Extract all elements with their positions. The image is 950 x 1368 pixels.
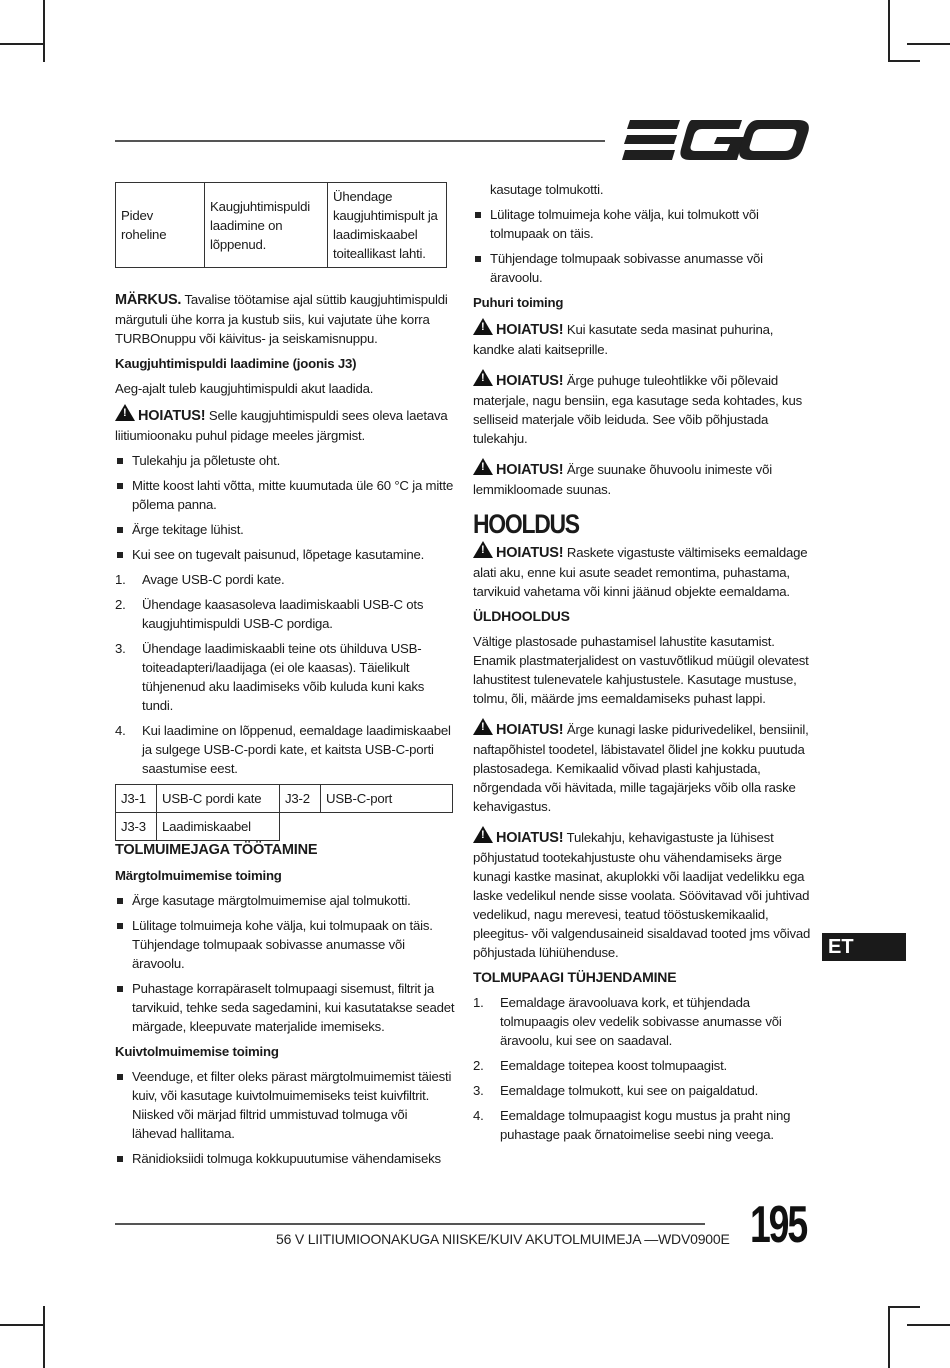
general-maintenance-text: Vältige plastosade puhastamisel lahustite kasutamist. Enamik plastmaterjalidest on vastuvõtlikud müügil olevatest lahustitest tulenevatele kahjustustele. Kasutage mustuse, tolmu, õli, määrde jms eemaldamiseks puhast lappi. bbox=[473, 634, 809, 706]
list-item: 3. Eemaldage tolmukott, kui see on paigaldatud. bbox=[473, 1083, 759, 1098]
list-item: Tulekahju ja põletuste oht. bbox=[115, 451, 455, 470]
warning-icon: ! bbox=[473, 541, 493, 558]
list-item: Mitte koost lahti võtta, mitte kuumutada üle 60 °C ja mitte põlema panna. bbox=[115, 476, 455, 514]
table-row bbox=[116, 183, 447, 268]
crop-mark bbox=[43, 0, 45, 62]
list-item: 4. Eemaldage tolmupaagist kogu mustus ja praht ning puhastage paak õrnatoimelise seebi ning veega. bbox=[473, 1108, 791, 1142]
language-tab: ET bbox=[822, 933, 906, 961]
list-item: 3. Ühendage laadimiskaabli teine ots ühilduva USB-toiteadapteri/laadijaga (ei ole kaasas). Täielikult tühjenenud aku laadimiseks võib kuluda kuni kaks tundi. bbox=[115, 641, 425, 713]
table-cell-empty bbox=[280, 813, 453, 841]
crop-mark bbox=[0, 1324, 43, 1326]
footer-text: 56 V LIITIUMIOONAKUGA NIISKE/KUIV AKUTOLMUIMEJA —WDV0900E bbox=[276, 1231, 730, 1247]
table-cell: USB-C pordi kate bbox=[157, 785, 280, 813]
charge-steps bbox=[115, 570, 455, 778]
maintenance-heading: HOOLDUS bbox=[473, 509, 579, 539]
table-cell: Kaugjuhtimispuldi laadimine on lõppenud. bbox=[205, 183, 328, 268]
list-item: 2. Ühendage kaasasoleva laadimiskaabli USB-C ots kaugjuhtimispuldi USB-C pordiga. bbox=[115, 597, 424, 631]
table-cell: J3-3 bbox=[116, 813, 157, 841]
crop-mark bbox=[907, 1324, 950, 1326]
charge-heading: Kaugjuhtimispuldi laadimine (joonis J3) bbox=[115, 356, 357, 371]
dry-bullets bbox=[115, 1067, 455, 1168]
list-item: 4. Kui laadimine on lõppenud, eemaldage laadimiskaabel ja sulgege USB-C-pordi kate, et kaitsta USB-C-porti saastumise eest. bbox=[115, 723, 451, 776]
crop-mark bbox=[888, 1306, 890, 1368]
status-table bbox=[115, 182, 447, 268]
list-item: Ränidioksiidi tolmuga kokkupuutumise vähendamiseks bbox=[115, 1149, 455, 1168]
warning-icon: ! bbox=[473, 458, 493, 475]
note-label: MÄRKUS. bbox=[115, 292, 182, 308]
warning-paragraph: ! HOIATUS! Raskete vigastuste vältimiseks eemaldage alati aku, enne kui asute seadet remontima, puhastama, tarvikuid vahetama või kinni jäänud objekte eemaldama. bbox=[473, 541, 815, 601]
list-item: Tühjendage tolmupaak sobivasse anumasse või äravoolu. bbox=[473, 249, 815, 287]
list-item: 1. Avage USB-C pordi kate. bbox=[115, 572, 285, 587]
warning-paragraph: ! HOIATUS! Ärge puhuge tuleohtlikke või põlevaid materjale, nagu bensiin, ega kasutage seda kohtades, kus selliseid materjale võib leiduda. See võib põhjustada tulekahju. bbox=[473, 369, 815, 448]
empty-tank-steps bbox=[473, 993, 815, 1144]
warning-icon: ! bbox=[473, 826, 493, 843]
table-cell: J3-2 bbox=[280, 785, 321, 813]
ego-logo bbox=[622, 120, 810, 162]
crop-mark bbox=[907, 43, 950, 45]
footer-rule bbox=[115, 1223, 705, 1225]
warning-icon: ! bbox=[473, 318, 493, 335]
vacuum-heading: TOLMUIMEJAGA TÖÖTAMINE bbox=[115, 842, 318, 858]
header-rule bbox=[115, 140, 605, 142]
wet-heading: Märgtolmuimemise toiming bbox=[115, 868, 282, 883]
list-item: Veenduge, et filter oleks pärast märgtolmuimemist täiesti kuiv, või kasutage kuivtolmuimemiseks teist kuivfiltrit. Niisked või märjad filtrid ummistuvad tolmuga või lähevad hallitama. bbox=[115, 1067, 455, 1143]
charge-intro: Aeg-ajalt tuleb kaugjuhtimispuldi akut laadida. bbox=[115, 381, 374, 396]
warning-paragraph: ! HOIATUS! Kui kasutate seda masinat puhurina, kandke alati kaitseprille. bbox=[473, 318, 815, 359]
right-column bbox=[473, 180, 815, 1150]
table-cell: USB-C-port bbox=[321, 785, 453, 813]
crop-mark bbox=[43, 1306, 45, 1368]
crop-mark bbox=[888, 1306, 920, 1308]
table-cell: Laadimiskaabel bbox=[157, 813, 280, 841]
list-item: Lülitage tolmuimeja kohe välja, kui tolmupaak on täis. Tühjendage tolmupaak sobivasse anumasse või äravoolu. bbox=[115, 916, 455, 973]
warning-icon: ! bbox=[473, 369, 493, 386]
table-row bbox=[116, 785, 453, 813]
note-paragraph bbox=[115, 290, 455, 348]
note-text: Tavalise töötamise ajal süttib kaugjuhtimispuldi märgutuli ühe korra ja kustub siis, kui vajutate ühe korra TURBOnuppu või käivitus- ja seiskamisnuppu. bbox=[115, 292, 448, 346]
warning-icon: ! bbox=[473, 718, 493, 735]
crop-mark bbox=[888, 0, 890, 62]
wet-bullets bbox=[115, 891, 455, 1036]
warning-paragraph: ! HOIATUS! Ärge suunake õhuvoolu inimeste või lemmikloomade suunas. bbox=[473, 458, 815, 499]
page-number: 195 bbox=[750, 1196, 806, 1254]
crop-mark bbox=[0, 43, 43, 45]
warning-paragraph bbox=[115, 404, 455, 445]
blower-heading: Puhuri toiming bbox=[473, 295, 564, 310]
list-item: Puhastage korrapäraselt tolmupaagi sisemust, filtrit ja tarvikuid, tehke seda sagedamini, kui kasutatakse seadet märgade, kleepuvate materjalide imemiseks. bbox=[115, 979, 455, 1036]
parts-table bbox=[115, 784, 453, 841]
warning-paragraph: ! HOIATUS! Tulekahju, kehavigastuste ja lühisest põhjustatud tootekahjustuste ohu vähendamiseks ärge kunagi kastke masinat, akuplokki või laadijat vedelikku ega laske vedelikul nende sisse voolata. Söövitavad või juhtivad vedelikud, nagu merevesi, teatud tööstuskemikaalid, pleegitus- või valgendusaineid sisaldavad tooted jms võivad põhjustada lühiühenduse. bbox=[473, 826, 815, 962]
list-item: Kui see on tugevalt paisunud, lõpetage kasutamine. bbox=[115, 545, 455, 564]
battery-bullets bbox=[115, 451, 455, 564]
warning-label: HOIATUS! bbox=[138, 408, 206, 424]
empty-tank-heading: TOLMUPAAGI TÜHJENDAMINE bbox=[473, 969, 677, 985]
list-item: Ärge kasutage märgtolmuimemise ajal tolmukotti. bbox=[115, 891, 455, 910]
warning-text: Selle kaugjuhtimispuldi sees oleva laetava liitiumioonaku puhul pidage meeles järgmist. bbox=[115, 408, 448, 443]
continued-bullets bbox=[473, 205, 815, 287]
general-maintenance-heading: ÜLDHOOLDUS bbox=[473, 608, 570, 624]
warning-icon: ! bbox=[115, 404, 135, 421]
list-item: Lülitage tolmuimeja kohe välja, kui tolmukott või tolmupaak on täis. bbox=[473, 205, 815, 243]
table-cell: Ühendage kaugjuhtimispult ja laadimiskaabel toiteallikast lahti. bbox=[328, 183, 447, 268]
crop-mark bbox=[888, 60, 920, 62]
table-cell: Pidev roheline bbox=[116, 183, 205, 268]
list-item: 2. Eemaldage toitepea koost tolmupaagist. bbox=[473, 1058, 727, 1073]
table-cell: J3-1 bbox=[116, 785, 157, 813]
list-item: 1. Eemaldage äravooluava kork, et tühjendada tolmupaagis olev vedelik sobivasse anumasse või äravoolu, kui see on saadaval. bbox=[473, 995, 782, 1048]
continued-text: kasutage tolmukotti. bbox=[490, 182, 604, 197]
dry-heading: Kuivtolmuimemise toiming bbox=[115, 1044, 279, 1059]
left-column bbox=[115, 182, 455, 1174]
list-item: Ärge tekitage lühist. bbox=[115, 520, 455, 539]
table-row bbox=[116, 813, 453, 841]
warning-paragraph: ! HOIATUS! Ärge kunagi laske pidurivedelikel, bensiinil, naftapõhistel toodetel, läbistavatel õlidel jne kokku puutuda plastosadega. Kemikaalid võivad plasti kahjustada, nõrgendada või hävitada, mille tagajärjeks võib olla raske kehavigastus. bbox=[473, 718, 815, 816]
